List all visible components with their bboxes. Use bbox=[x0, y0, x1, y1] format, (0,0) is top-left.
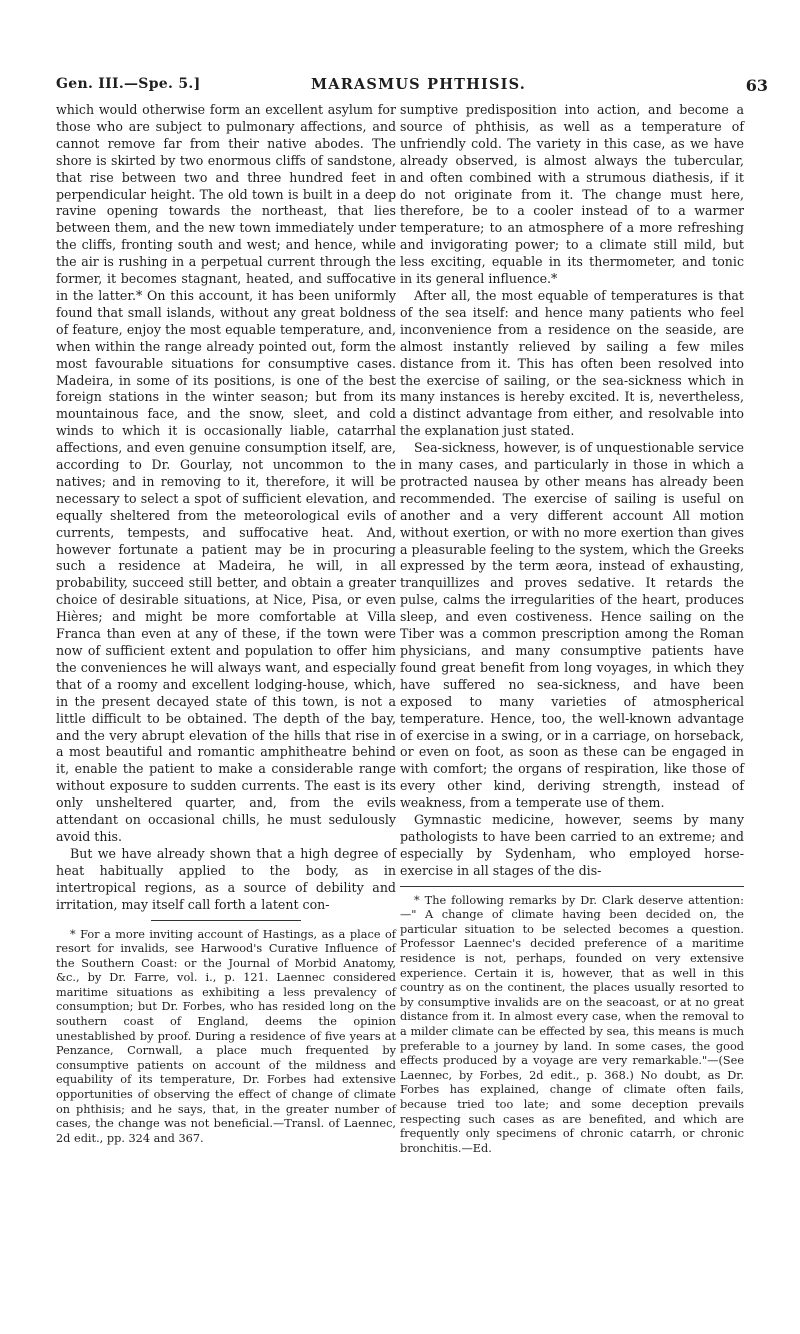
page-number: 63 bbox=[745, 76, 768, 95]
right-paragraph-1: sumptive predisposition into action, and become a source of phthisis, as well as a temperature of unfriendly cold. The variety in this case, as we have already observed, is almost always the tubercular, and often combined with a strumous diathesis, if it do not originate from it. The change must here, therefore, be to a cooler instead of to a warmer temperature; to an atmosphere of a more refreshing and invigorating power; to a climate still mild, but less exciting, equable in its thermometer, and tonic in its general influence.* bbox=[400, 102, 744, 287]
right-paragraph-2: After all, the most equable of temperatures is that of the sea itself: and hence many patients who feel inconvenience from a residence on the seaside, are almost instantly relieved by sailing a few miles distance from it. This has often been resolved into the exercise of sailing, or the sea-sickness which in many instances is hereby excited. It is, nevertheless, a distinct advantage from either, and resolvable into the explanation just stated. bbox=[400, 287, 744, 439]
left-paragraph-1: which would otherwise form an excellent asylum for those who are subject to pulmonary affections, and cannot remove far from their native abodes. The shore is skirted by two enormous cliffs of sandstone, that rise between two and three hundred feet in perpendicular height. The old town is built in a deep ravine opening towards the northeast, that lies between them, and the new town immediately under the cliffs, fronting south and west; and hence, while the air is rushing in a perpetual current through the former, it becomes stagnant, heated, and suffocative in the latter.* On this account, it has been uniformly found that small islands, without any great boldness of feature, enjoy the most equable temperature, and, when within the range already pointed out, form the most favourable situations for consumptive cases. Madeira, in some of its positions, is one of the best foreign stations in the winter season; but from its mountainous face, and the snow, sleet, and cold winds to which it is occasionally liable, catarrhal affections, and even genuine consumption itself, are, according to Dr. Gourlay, not uncommon to the natives; and in removing to it, therefore, it will be necessary to select a spot of sufficient elevation, and equally sheltered from the meteorological evils of currents, tempests, and suffocative heat. And, however fortunate a patient may be in procuring such a residence at Madeira, he will, in all probability, succeed still better, and obtain a greater choice of desirable situations, at Nice, Pisa, or even Hières; and might be more comfortable at Villa Franca than even at any of these, if the town were now of sufficient extent and population to offer him the conveniences he will always want, and especially that of a roomy and excellent lodging-house, which, in the present decayed state of this town, is not a little difficult to be obtained. The depth of the bay, and the very abrupt elevation of the hills that rise in a most beautiful and romantic amphitheatre behind it, enable the patient to make a considerable range without exposure to sudden currents. The east is its only unsheltered quarter, and, from the evils attendant on occasional chills, he must sedulously avoid this. bbox=[56, 102, 396, 844]
right-footnote-text: * The following remarks by Dr. Clark deserve attention:—" A change of climate having been decided on, the particular situation to be selected becomes a question. Professor Laennec's decided preference of a maritime residence is not, perhaps, founded on very extensive experience. Certain it is, however, that as well in this country as on the continent, the places usually resorted to by consumptive invalids are on the seacoast, or at no great distance from it. In almost every case, when the removal to a milder climate can be effected by sea, this means is much preferable to a journey by land. In some cases, the good effects produced by a voyage are very remarkable."—(See Laennec, by Forbes, 2d edit., p. 368.) No doubt, as Dr. Forbes has explained, change of climate often fails, because tried too late; and some deception prevails respecting such cases as are benefited, and which are frequently only specimens of chronic catarrh, or chronic bronchitis.—Ed. bbox=[400, 893, 744, 1155]
right-paragraph-4: Gymnastic medicine, however, seems by many pathologists to have been carried to an extreme; and especially by Sydenham, who employed horse-exercise in all stages of the dis- bbox=[400, 812, 744, 878]
right-paragraph-3: Sea-sickness, however, is of unquestionable service in many cases, and particularly in those in which a protracted nausea by other means has already been recommended. The exercise of sailing is useful on another and a very different account All motion without exertion, or with no more exertion than gives a pleasurable feeling to the system, which the Greeks expressed by the term æora, instead of exhausting, tranquillizes and proves sedative. It retards the pulse, calms the irregularities of the heart, produces sleep, and even costiveness. Hence sailing on the Tiber was a common prescription among the Roman physicians, and many consumptive patients have found great benefit from long voyages, in which they have suffered no sea-sickness, and have been exposed to many varieties of atmospherical temperature. Hence, too, the well-known advantage of exercise in a swing, or in a carriage, on horseback, or even on foot, as soon as these can be engaged in with comfort; the organs of respiration, like those of every other kind, deriving strength, instead of weakness, from a temperate use of them. bbox=[400, 440, 744, 811]
left-footnote-text: * For a more inviting account of Hastings, as a place of resort for invalids, see Harwood's Curative Influence of the Southern Coast: or the Journal of Morbid Anatomy, &c., by Dr. Farre, vol. i., p. 121. Laennec considered maritime situations as exhibiting a less prevalency of consumption; but Dr. Forbes, who has resided long on the southern coast of England, deems the opinion unestablished by proof. During a residence of five years at Penzance, Cornwall, a place much frequented by consumptive patients on account of the mildness and equability of its temperature, Dr. Forbes had extensive opportunities of observing the effect of change of climate on phthisis; and he says, that, in the greater number of cases, the change was not beneficial.—Transl. of Laennec, 2d edit., pp. 324 and 367. bbox=[56, 927, 396, 1145]
running-header bbox=[56, 76, 768, 100]
left-paragraph-2: But we have already shown that a high degree of heat habitually applied to the body, as in intertropical regions, as a source of debility and irritation, may itself call forth a latent con- bbox=[56, 845, 396, 912]
right-column bbox=[400, 102, 744, 1156]
header-section: Gen. III.—Spe. 5.] bbox=[56, 76, 201, 92]
footnote-divider bbox=[400, 886, 744, 887]
footnote-divider bbox=[151, 920, 301, 921]
right-footnote bbox=[400, 894, 744, 1157]
left-footnote bbox=[56, 928, 396, 1147]
left-column bbox=[56, 102, 396, 1146]
header-title: MARASMUS PHTHISIS. bbox=[311, 76, 527, 93]
